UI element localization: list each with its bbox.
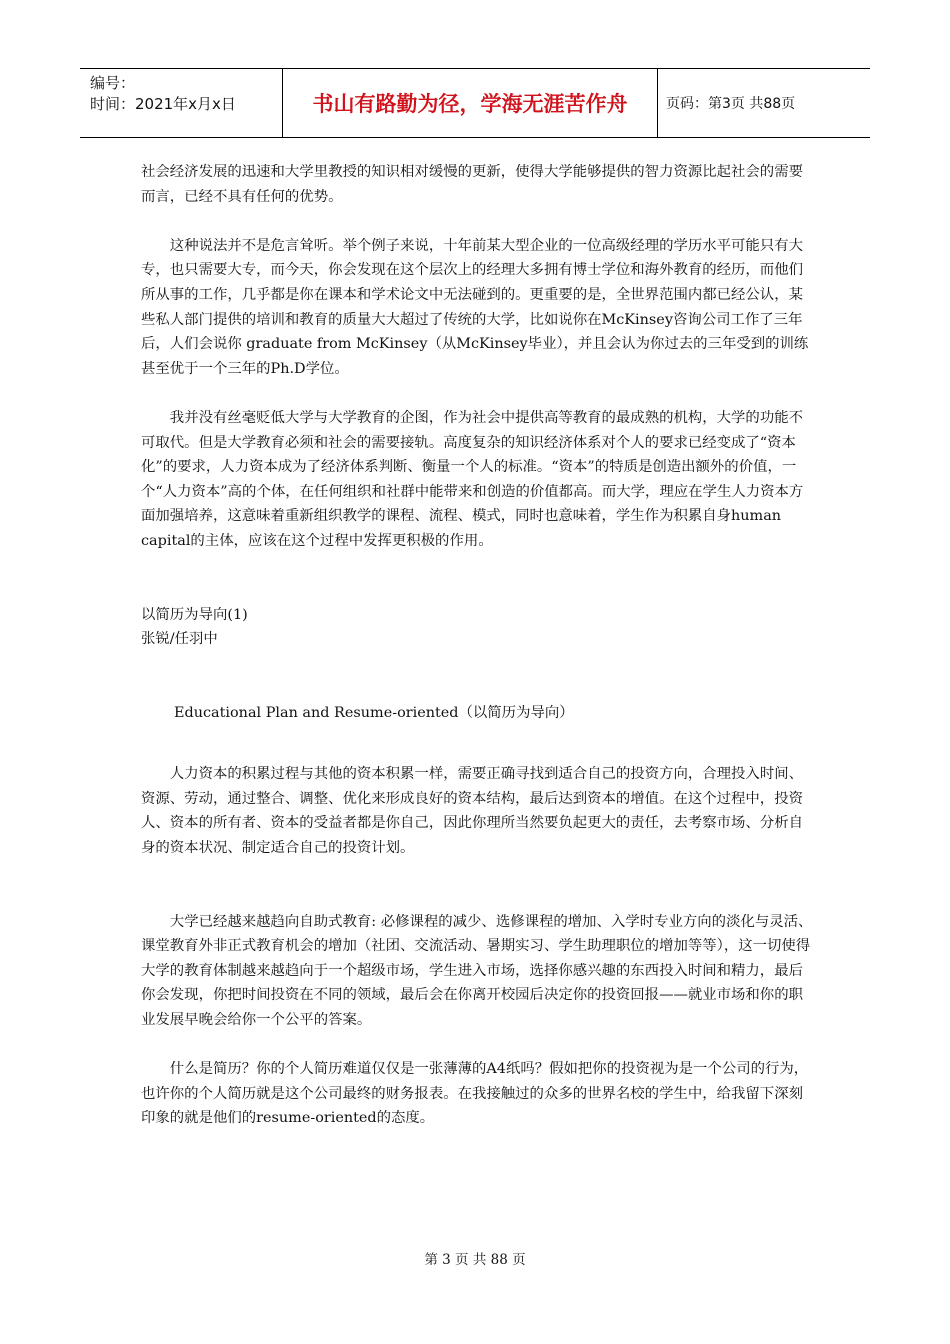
paragraph: 人力资本的积累过程与其他的资本积累一样，需要正确寻找到适合自己的投资方向，合理投入时间、资源、劳动，通过整合、调整、优化来形成良好的资本结构，最后达到资本的增值。在这个过程中，投资人、资本的所有者、资本的受益者都是你自己，因此你理所当然要负起更大的责任，去考察市场、分析自身的资本状况、制定适合自己的投资计划。 — [141, 766, 803, 857]
article-title: 以简历为导向(1) — [141, 606, 248, 623]
header-motto: 书山有路勤为径，学海无涯苦作舟 — [283, 69, 658, 137]
page-footer: 第 3 页 共 88 页 — [424, 1252, 526, 1268]
paragraph: 什么是简历？你的个人简历难道仅仅是一张薄薄的A4纸吗？假如把你的投资视为是一个公司的行为，也许你的个人简历就是这个公司最终的财务报表。在我接触过的众多的世界名校的学生中，给我留下深刻印象的就是他们的resume-oriented的态度。 — [141, 1061, 809, 1127]
header-number: 编号： — [90, 74, 136, 92]
header-meta — [80, 69, 283, 137]
paragraph: 社会经济发展的迅速和大学里教授的知识相对缓慢的更新，使得大学能够提供的智力资源比起社会的需要而言，已经不具有任何的优势。 — [141, 164, 803, 205]
paragraph: 我并没有丝毫贬低大学与大学教育的企图，作为社会中提供高等教育的最成熟的机构，大学的功能不可取代。但是大学教育必须和社会的需要接轨。高度复杂的知识经济体系对个人的要求已经变成了“资本化”的要求，人力资本成为了经济体系判断、衡量一个人的标准。“资本”的特质是创造出额外的价值，一个“人力资本”高的个体，在任何组织和社群中能带来和创造的价值都高。而大学，理应在学生人力资本方面加强培养，这意味着重新组织教学的课程、流程、模式，同时也意味着，学生作为积累自身human capital的主体，应该在这个过程中发挥更积极的作用。 — [141, 409, 804, 549]
page-header — [80, 68, 870, 138]
header-time: 时间：2021年x月x日 — [90, 95, 236, 113]
document-body — [141, 160, 816, 1131]
paragraph: 大学已经越来越趋向自助式教育: 必修课程的减少、选修课程的增加、入学时专业方向的淡化与灵活、课堂教育外非正式教育机会的增加（社团、交流活动、暑期实习、学生助理职位的增加等等），这一切使得大学的教育体制越来越趋向于一个超级市场，学生进入市场，选择你感兴趣的东西投入时间和精力，最后你会发现，你把时间投资在不同的领域，最后会在你离开校园后决定你的投资回报——就业市场和你的职业发展早晚会给你一个公平的答案。 — [141, 913, 813, 1029]
section-heading: Educational Plan and Resume-oriented（以简历为导向） — [174, 704, 574, 721]
paragraph: 这种说法并不是危言耸听。举个例子来说，十年前某大型企业的一位高级经理的学历水平可能只有大专，也只需要大专，而今天，你会发现在这个层次上的经理大多拥有博士学位和海外教育的经历，而他们所从事的工作，几乎都是你在课本和学术论文中无法碰到的。更重要的是，全世界范围内都已经公认，某些私人部门提供的培训和教育的质量大大超过了传统的大学，比如说你在McKinsey咨询公司工作了三年后，人们会说你 graduate from McKinsey（从McKinsey毕业），并且会认为你过去的三年受到的训练甚至优于一个三年的Ph.D学位。 — [141, 237, 809, 377]
article-authors: 张锐/任羽中 — [141, 631, 218, 648]
header-page-info: 页码：第3页 共88页 — [666, 96, 796, 112]
